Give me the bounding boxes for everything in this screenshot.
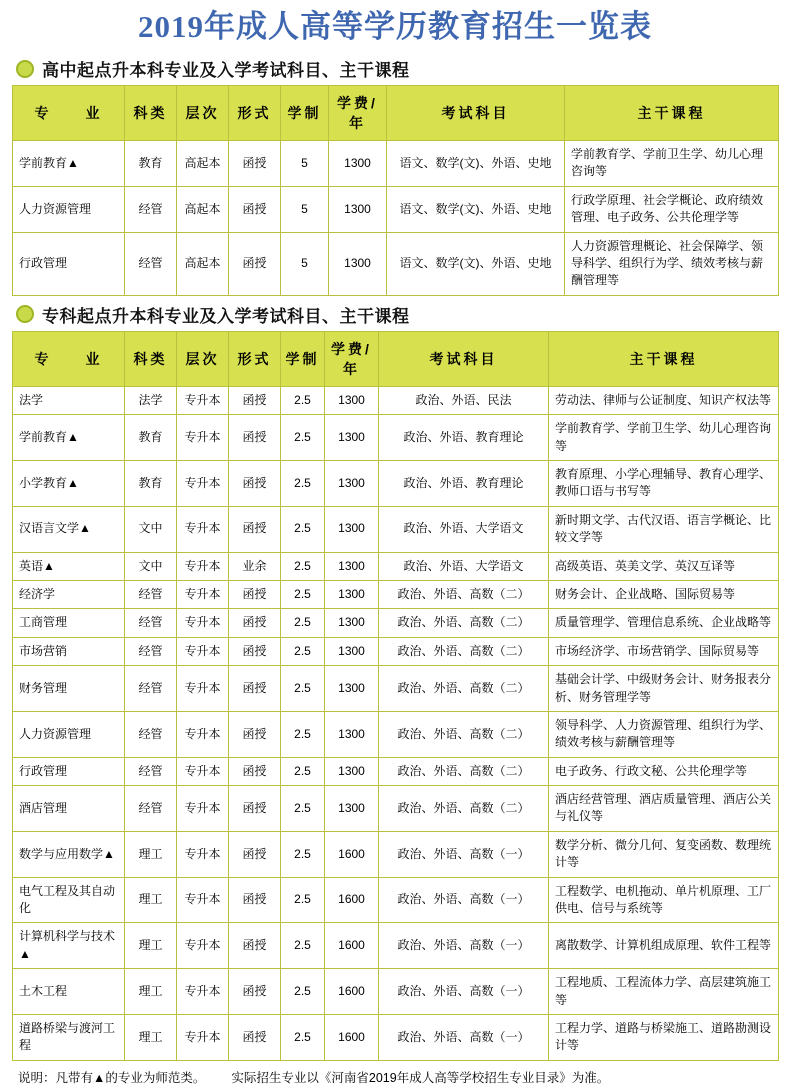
cell-form: 函授 <box>229 786 281 832</box>
section-header-1 <box>16 56 778 81</box>
cell-form: 函授 <box>229 831 281 877</box>
cell-courses: 电子政务、行政文秘、公共伦理学等 <box>549 757 779 785</box>
cell-years: 2.5 <box>281 461 325 507</box>
cell-level: 专升本 <box>177 506 229 552</box>
cell-exam: 政治、外语、教育理论 <box>379 415 549 461</box>
cell-major: 数学与应用数学▲ <box>13 831 125 877</box>
cell-level: 专升本 <box>177 580 229 608</box>
section-title-2: 专科起点升本科专业及入学考试科目、主干课程 <box>42 306 410 326</box>
cell-major: 行政管理 <box>13 232 125 295</box>
cell-major: 学前教育▲ <box>13 141 125 187</box>
cell-form: 函授 <box>229 141 281 187</box>
col-exam: 考试科目 <box>387 86 565 141</box>
table-row <box>13 461 779 507</box>
cell-category: 理工 <box>125 923 177 969</box>
cell-courses: 人力资源管理概论、社会保障学、领导科学、组织行为学、绩效考核与薪酬管理等 <box>565 232 779 295</box>
cell-major: 计算机科学与技术▲ <box>13 923 125 969</box>
cell-tuition: 1300 <box>325 711 379 757</box>
cell-major: 汉语言文学▲ <box>13 506 125 552</box>
table-header-row <box>13 331 779 386</box>
cell-tuition: 1300 <box>329 141 387 187</box>
section-header-2 <box>16 302 778 327</box>
cell-major: 法学 <box>13 386 125 414</box>
cell-courses: 教育原理、小学心理辅导、教育心理学、教师口语与书写等 <box>549 461 779 507</box>
cell-exam: 语文、数学(文)、外语、史地 <box>387 232 565 295</box>
cell-category: 经管 <box>125 609 177 637</box>
col-tuition: 学费/年 <box>329 86 387 141</box>
table-row <box>13 877 779 923</box>
col-category: 科类 <box>125 86 177 141</box>
cell-level: 高起本 <box>177 141 229 187</box>
cell-form: 函授 <box>229 1014 281 1060</box>
table-row <box>13 506 779 552</box>
cell-form: 函授 <box>229 609 281 637</box>
cell-courses: 数学分析、微分几何、复变函数、数理统计等 <box>549 831 779 877</box>
cell-major: 工商管理 <box>13 609 125 637</box>
table-row <box>13 711 779 757</box>
cell-exam: 政治、外语、高数（一） <box>379 1014 549 1060</box>
cell-years: 2.5 <box>281 580 325 608</box>
cell-form: 函授 <box>229 877 281 923</box>
cell-category: 经管 <box>125 786 177 832</box>
cell-exam: 政治、外语、民法 <box>379 386 549 414</box>
cell-category: 教育 <box>125 141 177 187</box>
cell-tuition: 1300 <box>325 580 379 608</box>
cell-category: 经管 <box>125 580 177 608</box>
cell-years: 5 <box>281 232 329 295</box>
cell-tuition: 1600 <box>325 923 379 969</box>
col-exam: 考试科目 <box>379 331 549 386</box>
cell-exam: 政治、外语、高数（二） <box>379 666 549 712</box>
cell-years: 2.5 <box>281 386 325 414</box>
cell-major: 财务管理 <box>13 666 125 712</box>
cell-form: 函授 <box>229 461 281 507</box>
table-row <box>13 923 779 969</box>
cell-form: 业余 <box>229 552 281 580</box>
col-major: 专 业 <box>13 331 125 386</box>
note-text-2: 实际招生专业以《河南省2019年成人高等学校招生专业目录》为准。 <box>231 1070 610 1085</box>
col-level: 层次 <box>177 86 229 141</box>
note-text-1: 凡带有▲的专业为师范类。 <box>55 1070 206 1085</box>
cell-level: 专升本 <box>177 786 229 832</box>
cell-form: 函授 <box>229 969 281 1015</box>
cell-form: 函授 <box>229 666 281 712</box>
cell-form: 函授 <box>229 580 281 608</box>
cell-level: 专升本 <box>177 415 229 461</box>
cell-exam: 政治、外语、高数（一） <box>379 877 549 923</box>
table-row <box>13 831 779 877</box>
table-row <box>13 386 779 414</box>
cell-courses: 行政学原理、社会学概论、政府绩效管理、电子政务、公共伦理学等 <box>565 186 779 232</box>
col-level: 层次 <box>177 331 229 386</box>
cell-exam: 政治、外语、高数（二） <box>379 786 549 832</box>
table-row <box>13 552 779 580</box>
cell-exam: 政治、外语、教育理论 <box>379 461 549 507</box>
cell-exam: 政治、外语、大学语文 <box>379 506 549 552</box>
cell-courses: 工程地质、工程流体力学、高层建筑施工等 <box>549 969 779 1015</box>
cell-form: 函授 <box>229 923 281 969</box>
cell-years: 2.5 <box>281 877 325 923</box>
cell-level: 专升本 <box>177 637 229 665</box>
col-tuition: 学费/年 <box>325 331 379 386</box>
cell-level: 专升本 <box>177 831 229 877</box>
cell-years: 2.5 <box>281 923 325 969</box>
cell-courses: 学前教育学、学前卫生学、幼儿心理咨询等 <box>549 415 779 461</box>
table-row <box>13 786 779 832</box>
cell-exam: 语文、数学(文)、外语、史地 <box>387 186 565 232</box>
cell-courses: 质量管理学、管理信息系统、企业战略等 <box>549 609 779 637</box>
cell-major: 道路桥梁与渡河工程 <box>13 1014 125 1060</box>
cell-tuition: 1300 <box>325 666 379 712</box>
cell-years: 2.5 <box>281 506 325 552</box>
cell-tuition: 1600 <box>325 877 379 923</box>
cell-exam: 语文、数学(文)、外语、史地 <box>387 141 565 187</box>
cell-courses: 学前教育学、学前卫生学、幼儿心理咨询等 <box>565 141 779 187</box>
cell-tuition: 1300 <box>325 506 379 552</box>
table-row <box>13 666 779 712</box>
table-row <box>13 969 779 1015</box>
cell-courses: 市场经济学、市场营销学、国际贸易等 <box>549 637 779 665</box>
cell-years: 2.5 <box>281 637 325 665</box>
col-courses: 主干课程 <box>565 86 779 141</box>
cell-years: 2.5 <box>281 415 325 461</box>
cell-courses: 高级英语、英美文学、英汉互译等 <box>549 552 779 580</box>
cell-category: 教育 <box>125 461 177 507</box>
cell-exam: 政治、外语、高数（二） <box>379 637 549 665</box>
cell-tuition: 1600 <box>325 831 379 877</box>
cell-major: 酒店管理 <box>13 786 125 832</box>
cell-years: 2.5 <box>281 831 325 877</box>
cell-category: 法学 <box>125 386 177 414</box>
cell-level: 专升本 <box>177 1014 229 1060</box>
cell-form: 函授 <box>229 415 281 461</box>
col-form: 形式 <box>229 331 281 386</box>
note-prefix: 说明： <box>18 1070 56 1085</box>
cell-major: 人力资源管理 <box>13 711 125 757</box>
cell-category: 理工 <box>125 831 177 877</box>
cell-tuition: 1300 <box>325 786 379 832</box>
section-title-1: 高中起点升本科专业及入学考试科目、主干课程 <box>42 61 410 81</box>
col-years: 学制 <box>281 86 329 141</box>
cell-level: 专升本 <box>177 552 229 580</box>
cell-tuition: 1300 <box>325 757 379 785</box>
table-row <box>13 232 779 295</box>
cell-exam: 政治、外语、大学语文 <box>379 552 549 580</box>
cell-major: 小学教育▲ <box>13 461 125 507</box>
cell-level: 高起本 <box>177 186 229 232</box>
cell-form: 函授 <box>229 711 281 757</box>
cell-category: 经管 <box>125 186 177 232</box>
table-row <box>13 1014 779 1060</box>
cell-level: 专升本 <box>177 609 229 637</box>
cell-level: 专升本 <box>177 923 229 969</box>
cell-years: 2.5 <box>281 757 325 785</box>
cell-years: 2.5 <box>281 786 325 832</box>
cell-courses: 基础会计学、中级财务会计、财务报表分析、财务管理学等 <box>549 666 779 712</box>
cell-exam: 政治、外语、高数（二） <box>379 711 549 757</box>
cell-tuition: 1600 <box>325 1014 379 1060</box>
cell-courses: 新时期文学、古代汉语、语言学概论、比较文学等 <box>549 506 779 552</box>
cell-major: 电气工程及其自动化 <box>13 877 125 923</box>
col-category: 科类 <box>125 331 177 386</box>
col-major: 专 业 <box>13 86 125 141</box>
cell-major: 人力资源管理 <box>13 186 125 232</box>
cell-years: 5 <box>281 186 329 232</box>
cell-courses: 劳动法、律师与公证制度、知识产权法等 <box>549 386 779 414</box>
cell-courses: 离散数学、计算机组成原理、软件工程等 <box>549 923 779 969</box>
col-years: 学制 <box>281 331 325 386</box>
cell-level: 专升本 <box>177 461 229 507</box>
cell-form: 函授 <box>229 232 281 295</box>
cell-category: 教育 <box>125 415 177 461</box>
cell-form: 函授 <box>229 637 281 665</box>
cell-years: 2.5 <box>281 609 325 637</box>
table-zhuanshengben <box>12 331 779 1061</box>
table-row <box>13 580 779 608</box>
bullet-icon <box>16 305 34 323</box>
cell-major: 英语▲ <box>13 552 125 580</box>
table-row <box>13 415 779 461</box>
note-line <box>12 1068 778 1086</box>
cell-form: 函授 <box>229 186 281 232</box>
cell-courses: 工程数学、电机拖动、单片机原理、工厂供电、信号与系统等 <box>549 877 779 923</box>
cell-exam: 政治、外语、高数（一） <box>379 969 549 1015</box>
cell-courses: 工程力学、道路与桥梁施工、道路勘测设计等 <box>549 1014 779 1060</box>
table-row <box>13 141 779 187</box>
cell-category: 经管 <box>125 637 177 665</box>
cell-tuition: 1300 <box>325 386 379 414</box>
cell-exam: 政治、外语、高数（二） <box>379 609 549 637</box>
cell-tuition: 1600 <box>325 969 379 1015</box>
table-row <box>13 637 779 665</box>
cell-tuition: 1300 <box>329 232 387 295</box>
cell-major: 学前教育▲ <box>13 415 125 461</box>
cell-courses: 财务会计、企业战略、国际贸易等 <box>549 580 779 608</box>
cell-category: 理工 <box>125 1014 177 1060</box>
cell-level: 专升本 <box>177 666 229 712</box>
cell-category: 理工 <box>125 877 177 923</box>
cell-exam: 政治、外语、高数（一） <box>379 831 549 877</box>
table-gaoqiben <box>12 85 779 296</box>
cell-tuition: 1300 <box>325 552 379 580</box>
cell-tuition: 1300 <box>325 609 379 637</box>
cell-level: 高起本 <box>177 232 229 295</box>
cell-tuition: 1300 <box>329 186 387 232</box>
cell-form: 函授 <box>229 757 281 785</box>
cell-major: 行政管理 <box>13 757 125 785</box>
cell-category: 经管 <box>125 666 177 712</box>
table-row <box>13 609 779 637</box>
col-courses: 主干课程 <box>549 331 779 386</box>
table-header-row <box>13 86 779 141</box>
cell-years: 2.5 <box>281 1014 325 1060</box>
cell-courses: 领导科学、人力资源管理、组织行为学、绩效考核与薪酬管理等 <box>549 711 779 757</box>
cell-years: 5 <box>281 141 329 187</box>
cell-level: 专升本 <box>177 386 229 414</box>
table-row <box>13 757 779 785</box>
cell-tuition: 1300 <box>325 637 379 665</box>
cell-category: 理工 <box>125 969 177 1015</box>
cell-category: 经管 <box>125 711 177 757</box>
cell-major: 经济学 <box>13 580 125 608</box>
cell-exam: 政治、外语、高数（二） <box>379 580 549 608</box>
cell-level: 专升本 <box>177 711 229 757</box>
cell-tuition: 1300 <box>325 415 379 461</box>
cell-years: 2.5 <box>281 666 325 712</box>
cell-courses: 酒店经营管理、酒店质量管理、酒店公关与礼仪等 <box>549 786 779 832</box>
cell-category: 文中 <box>125 552 177 580</box>
cell-exam: 政治、外语、高数（一） <box>379 923 549 969</box>
cell-exam: 政治、外语、高数（二） <box>379 757 549 785</box>
cell-level: 专升本 <box>177 757 229 785</box>
cell-major: 土木工程 <box>13 969 125 1015</box>
cell-major: 市场营销 <box>13 637 125 665</box>
cell-level: 专升本 <box>177 877 229 923</box>
cell-category: 文中 <box>125 506 177 552</box>
cell-category: 经管 <box>125 232 177 295</box>
cell-years: 2.5 <box>281 969 325 1015</box>
cell-tuition: 1300 <box>325 461 379 507</box>
col-form: 形式 <box>229 86 281 141</box>
cell-years: 2.5 <box>281 711 325 757</box>
cell-form: 函授 <box>229 506 281 552</box>
page-title: 2019年成人高等学历教育招生一览表 <box>138 9 652 44</box>
cell-form: 函授 <box>229 386 281 414</box>
table-row <box>13 186 779 232</box>
bullet-icon <box>16 60 34 78</box>
cell-category: 经管 <box>125 757 177 785</box>
cell-level: 专升本 <box>177 969 229 1015</box>
cell-years: 2.5 <box>281 552 325 580</box>
